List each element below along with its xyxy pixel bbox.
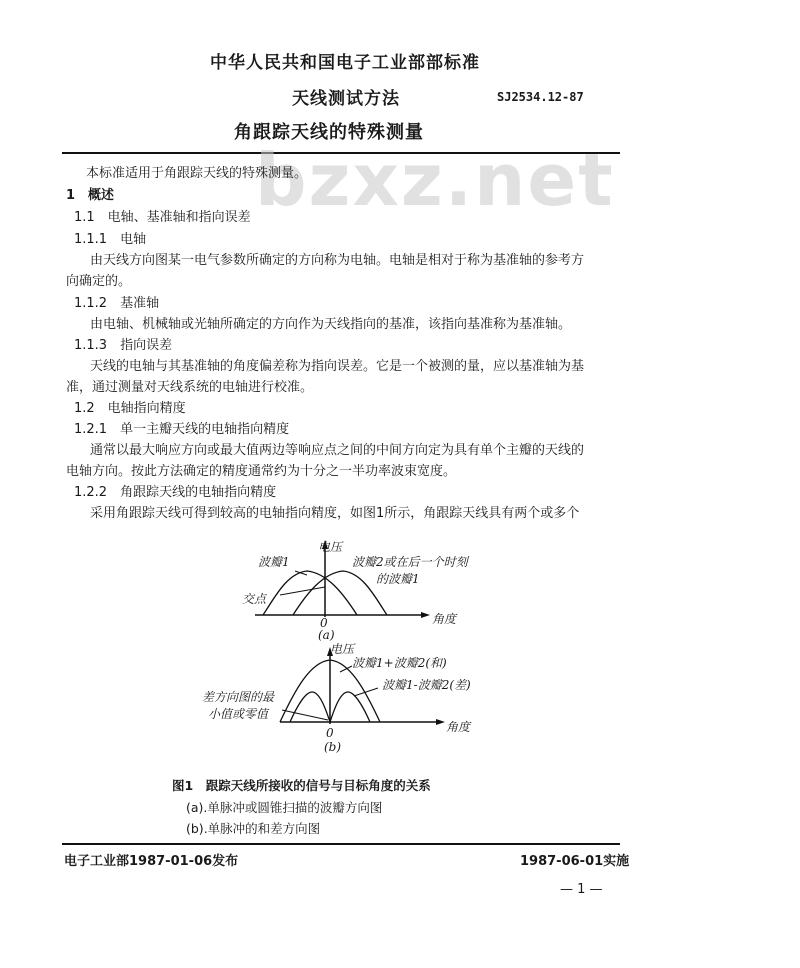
paragraph-1-2-2: 采用角跟踪天线可得到较高的电轴指向精度，如图1所示，角跟踪天线具有两个或多个 [90, 506, 580, 521]
figure-b-min-pointer [282, 710, 328, 720]
figure-a-lobe-1 [263, 571, 357, 615]
figure-caption-a: (a).单脉冲或圆锥扫描的波瓣方向图 [186, 800, 383, 815]
paragraph-1-1-1-line2: 向确定的。 [66, 274, 132, 289]
figure-b-x-label: 角度 [446, 720, 471, 734]
document-title: 天线测试方法 [292, 89, 400, 109]
figure-a-cross-pointer [280, 587, 325, 595]
figure-b-tag: (b) [324, 740, 342, 754]
figure-a-lobe1-label: 波瓣1 [258, 555, 290, 569]
standard-org: 中华人民共和国电子工业部部标准 [210, 53, 480, 73]
figure-b-min-label-line2: 小值或零值 [208, 707, 269, 721]
figure-b-origin: 0 [326, 726, 334, 740]
paragraph-1-1-1-line1: 由天线方向图某一电气参数所确定的方向称为电轴。电轴是相对于称为基准轴的参考方 [90, 253, 585, 268]
figure-a-tag: (a) [318, 628, 335, 642]
figure-b-diff-right [330, 692, 370, 722]
issued-date: 电子工业部1987-01-06发布 [64, 854, 239, 869]
figure-b-diff-label: 波瓣1-波瓣2(差) [382, 678, 471, 692]
figure-a-cross-label: 交点 [242, 592, 267, 606]
figure-a-lobe2-label-line1: 波瓣2或在后一个时刻 [352, 555, 468, 569]
section-1-2-heading: 1.2 电轴指向精度 [74, 401, 186, 416]
section-1-1-2-heading: 1.1.2 基准轴 [74, 296, 160, 311]
page-number: — 1 — [560, 882, 603, 897]
figure-b-y-label: 电压 [330, 642, 355, 656]
section-1-1-3-heading: 1.1.3 指向误差 [74, 338, 173, 353]
section-1-2-2-heading: 1.2.2 角跟踪天线的电轴指向精度 [74, 485, 277, 500]
section-1-heading: 1 概述 [66, 188, 115, 203]
standard-code: SJ2534.12-87 [497, 90, 584, 104]
paragraph-1-2-1-line2: 电轴方向。按此方法确定的精度通常约为十分之一半功率波束宽度。 [66, 464, 457, 479]
figure-caption-b: (b).单脉冲的和差方向图 [186, 821, 321, 836]
section-1-1-1-heading: 1.1.1 电轴 [74, 232, 147, 247]
figure-b-diff-left [290, 692, 330, 722]
paragraph-1-1-3-line1: 天线的电轴与其基准轴的角度偏差称为指向误差。它是一个被测的量，应以基准轴为基 [90, 359, 585, 374]
watermark: bzxz.net [255, 138, 615, 222]
figure-a-lobe2-label-line2: 的波瓣1 [376, 572, 420, 586]
section-1-2-1-heading: 1.2.1 单一主瓣天线的电轴指向精度 [74, 422, 290, 437]
figure-a-x-arrow [421, 612, 430, 618]
figure-b-x-arrow [436, 719, 445, 725]
figure-b-min-label-line1: 差方向图的最 [202, 690, 275, 704]
paragraph-1-1-3-line2: 准，通过测量对天线系统的电轴进行校准。 [66, 380, 314, 395]
figure-a-origin: 0 [320, 616, 328, 630]
figure-a-x-label: 角度 [432, 612, 457, 626]
intro-paragraph: 本标准适用于角跟踪天线的特殊测量。 [86, 166, 308, 181]
figure-caption-title: 图1 跟踪天线所接收的信号与目标角度的关系 [172, 778, 431, 793]
paragraph-1-2-1-line1: 通常以最大响应方向或最大值两边等响应点之间的中间方向定为具有单个主瓣的天线的 [90, 443, 585, 458]
figure-a-lobe-2 [293, 571, 387, 615]
paragraph-1-1-2: 由电轴、机械轴或光轴所确定的方向作为天线指向的基准，该指向基准称为基准轴。 [90, 317, 572, 332]
document-subtitle: 角跟踪天线的特殊测量 [234, 122, 424, 143]
section-1-1-heading: 1.1 电轴、基准轴和指向误差 [74, 210, 251, 225]
figure-a-y-label: 电压 [318, 540, 343, 554]
footer-rule [62, 843, 620, 845]
figure-b-sum-label: 波瓣1+波瓣2(和) [352, 656, 447, 670]
effective-date: 1987-06-01实施 [520, 854, 630, 869]
